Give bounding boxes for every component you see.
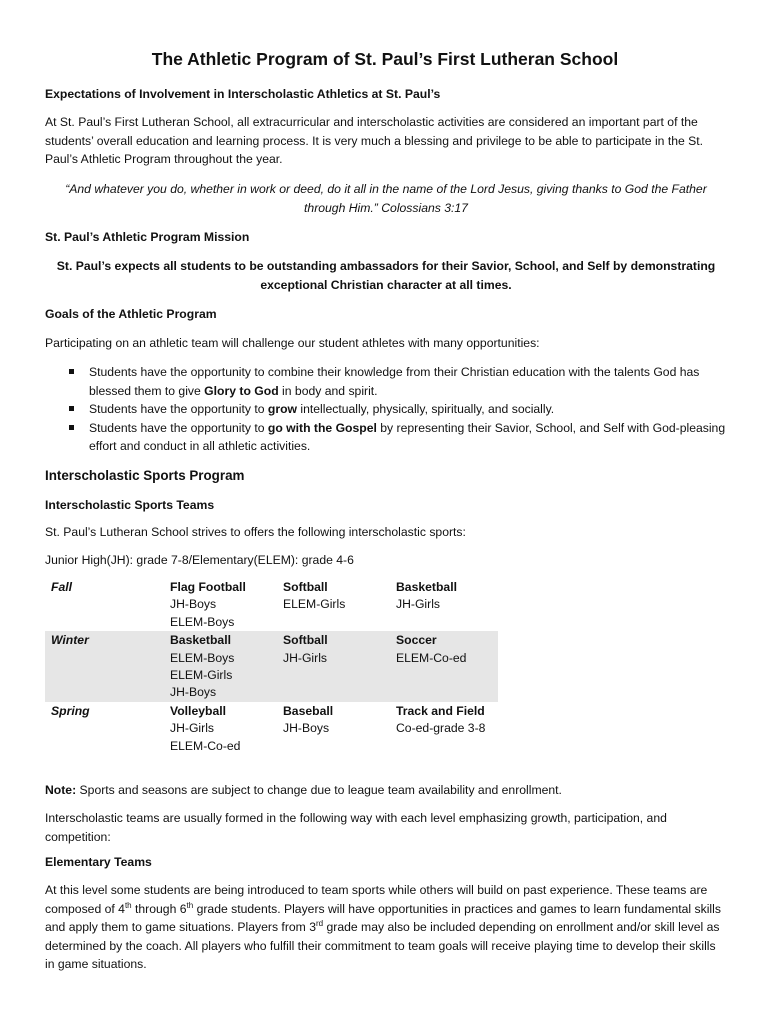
sports-schedule-table — [45, 578, 498, 755]
program-heading: Interscholastic Sports Program — [45, 468, 245, 483]
goals-list — [45, 363, 727, 456]
sport-cell: Basketball JH-Girls — [396, 580, 457, 612]
sport-cell: Basketball ELEM-Boys ELEM-Girls JH-Boys — [164, 631, 277, 702]
sport-cell: Volleyball JH-Girls ELEM-Co-ed — [170, 703, 241, 753]
sport-cell: Flag Football JH-Boys ELEM-Boys — [170, 580, 246, 629]
goals-intro: Participating on an athletic team will challenge our student athletes with many opportunities: — [45, 336, 540, 350]
program-intro: St. Paul’s Lutheran School strives to offers the following interscholastic sports: — [45, 525, 466, 539]
goal-item: Students have the opportunity to combine their knowledge from their Christian education with the talents God has blessed them to give Glory to God in body and spirit. — [45, 363, 727, 400]
goal-item: Students have the opportunity to grow intellectually, physically, spiritually, and socially. — [45, 400, 727, 419]
goals-heading: Goals of the Athletic Program — [45, 307, 217, 321]
note-text: Sports and seasons are subject to change due to league team availability and enrollment. — [76, 783, 562, 797]
levels-line: Junior High(JH): grade 7-8/Elementary(ELEM): grade 4-6 — [45, 553, 354, 567]
teams-heading: Interscholastic Sports Teams — [45, 498, 215, 512]
goal-item: Students have the opportunity to go with the Gospel by representing their Savior, School, and Self with God-pleasing effort and conduct in all athletic activities. — [45, 419, 727, 456]
formation-paragraph: Interscholastic teams are usually formed in the following way with each level emphasizing growth, participation, and competition: — [45, 811, 667, 844]
season-name: Winter — [45, 631, 164, 702]
note-line — [45, 781, 727, 800]
scripture-quote: “And whatever you do, whether in work or deed, do it all in the name of the Lord Jesus, giving thanks to God the Father through Him.” Colossians 3:17 — [65, 182, 707, 215]
sport-cell: Soccer ELEM-Co-ed — [390, 631, 498, 702]
elementary-heading: Elementary Teams — [45, 855, 152, 869]
sport-cell: Softball JH-Girls — [277, 631, 390, 702]
season-name: Fall — [51, 580, 72, 594]
season-name: Spring — [51, 703, 90, 718]
mission-statement: St. Paul’s expects all students to be outstanding ambassadors for their Savior, School, and Self by demonstrating exceptional Christian character at all times. — [56, 259, 716, 292]
expectations-heading: Expectations of Involvement in Interscholastic Athletics at St. Paul’s — [45, 87, 441, 101]
sport-cell: Track and Field Co-ed-grade 3-8 — [396, 703, 486, 736]
expectations-paragraph: At St. Paul’s First Lutheran School, all extracurricular and interscholastic activities are considered an important part of the students’ overall education and learning process. It is very much a blessing and privilege to be able to participate in the St. Paul’s Athletic Program throughout the year. — [45, 115, 704, 167]
page-title: The Athletic Program of St. Paul’s First Lutheran School — [151, 49, 619, 69]
elementary-paragraph: At this level some students are being introduced to team sports while others will build on past experience. These teams are composed of 4th through 6th grade students. Players will have opportunities in practices and games to learn fundamental skills and apply them to game situations. Players from 3rd grade may also be included depending on enrollment and/or skill level as determined by the coach. All players who fulfill their commitment to team goals will receive playing time to develop their skills in game situations. — [45, 883, 721, 972]
mission-heading: St. Paul’s Athletic Program Mission — [45, 230, 250, 244]
note-label: Note: — [45, 783, 77, 797]
sport-cell: Baseball JH-Boys — [283, 703, 334, 736]
sport-cell: Softball ELEM-Girls — [283, 580, 346, 612]
